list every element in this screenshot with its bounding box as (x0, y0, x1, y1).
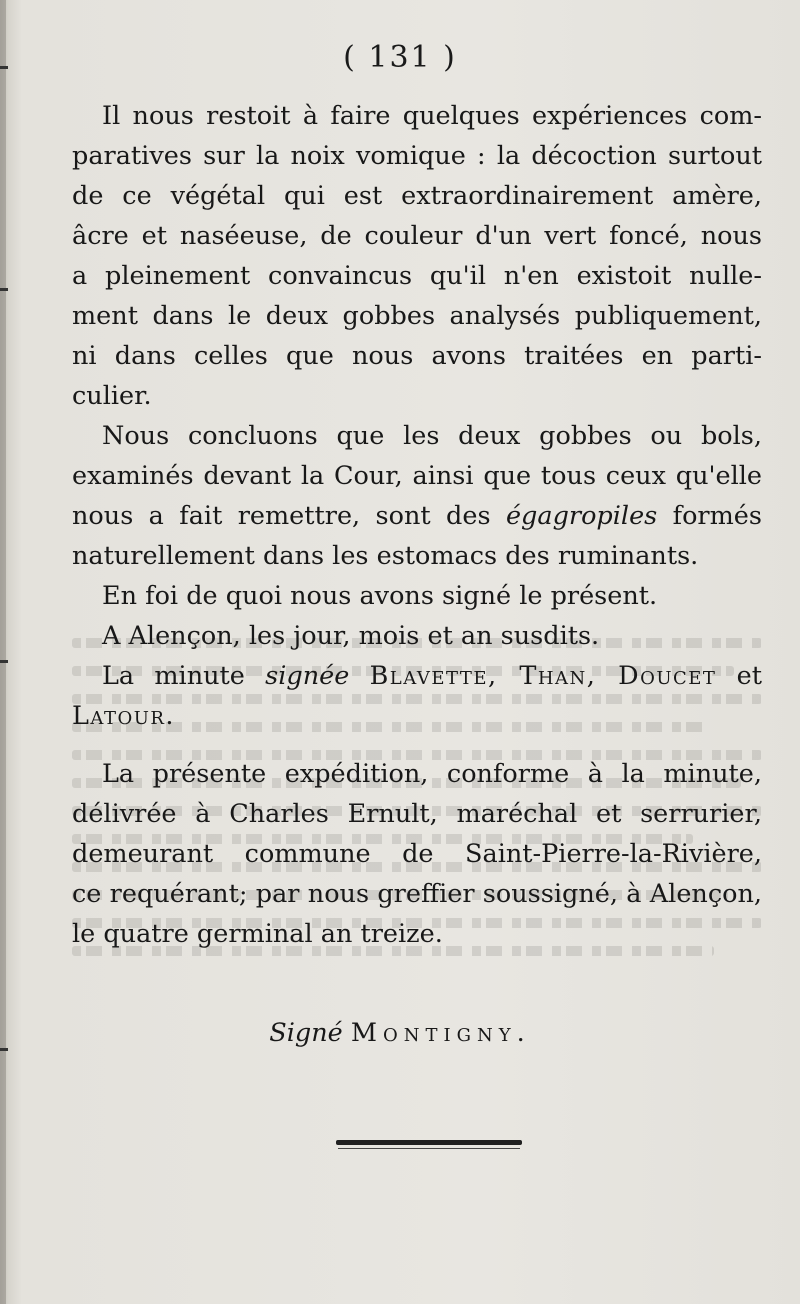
text-line: ce requérant; par nous greffier soussigné, à Alençon, (72, 879, 762, 909)
signatory-names: Latour. (72, 701, 176, 731)
margin-mark (0, 660, 8, 663)
text-run: formés (657, 501, 762, 531)
page-number: ( 131 ) (343, 40, 457, 75)
text-line: Il nous restoit à faire quelques expériences com- (102, 101, 762, 131)
text-line: culier. (72, 381, 152, 411)
paragraph-spacer (72, 736, 762, 754)
margin-mark (0, 66, 8, 69)
italic-word: signée (265, 661, 350, 691)
italic-term: égagropiles (505, 501, 658, 531)
closing-rule-underline (338, 1148, 520, 1149)
text-line: La présente expédition, conforme à la minute, (102, 759, 762, 789)
text-line: paratives sur la noix vomique : la décoction surtout (72, 141, 762, 171)
text-line: A Alençon, les jour, mois et an susdits. (102, 621, 600, 651)
text-line (72, 496, 762, 536)
text-line: de ce végétal qui est extraordinairement amère, (72, 181, 762, 211)
text-line: a pleinement convaincus qu'il n'en existoit nulle- (72, 261, 762, 291)
paragraph-place-date (72, 616, 762, 656)
text-line: délivrée à Charles Ernult, maréchal et serrurier, (72, 799, 762, 829)
text-line: Nous concluons que les deux gobbes ou bols, (102, 421, 762, 451)
text-run: La minute (102, 661, 266, 691)
signatory-names: Blavette, Than, Doucet (369, 661, 717, 691)
text-line: demeurant commune de Saint-Pierre-la-Rivière, (72, 839, 762, 869)
signature-label: Signé (269, 1018, 343, 1048)
signature-name: Montigny. (350, 1018, 531, 1048)
text-line (72, 696, 762, 736)
closing-rule (336, 1140, 522, 1145)
paragraph-expedition (72, 754, 762, 954)
margin-mark (0, 288, 8, 291)
text-line (72, 656, 762, 696)
text-line: le quatre germinal an treize. (72, 919, 443, 949)
paragraph-noix-vomique (72, 96, 762, 416)
margin-mark (0, 1048, 8, 1051)
text-line: En foi de quoi nous avons signé le présent. (102, 581, 658, 611)
paragraph-signed (72, 576, 762, 616)
paragraph-minute-signatories (72, 656, 762, 736)
text-line: ment dans le deux gobbes analysés publiquement, (72, 301, 762, 331)
body-text (72, 96, 762, 954)
text-run: nous a fait remettre, sont des (72, 501, 506, 531)
signature-line (0, 1018, 800, 1048)
text-line: naturellement dans les estomacs des ruminants. (72, 541, 699, 571)
paragraph-conclusion (72, 416, 762, 576)
conjunction: et (736, 661, 763, 691)
text-line: examinés devant la Cour, ainsi que tous ceux qu'elle (72, 461, 762, 491)
page-gutter-shadow (0, 0, 6, 1304)
text-line: ni dans celles que nous avons traitées en parti- (72, 341, 762, 371)
text-line: âcre et naséeuse, de couleur d'un vert foncé, nous (72, 221, 762, 251)
